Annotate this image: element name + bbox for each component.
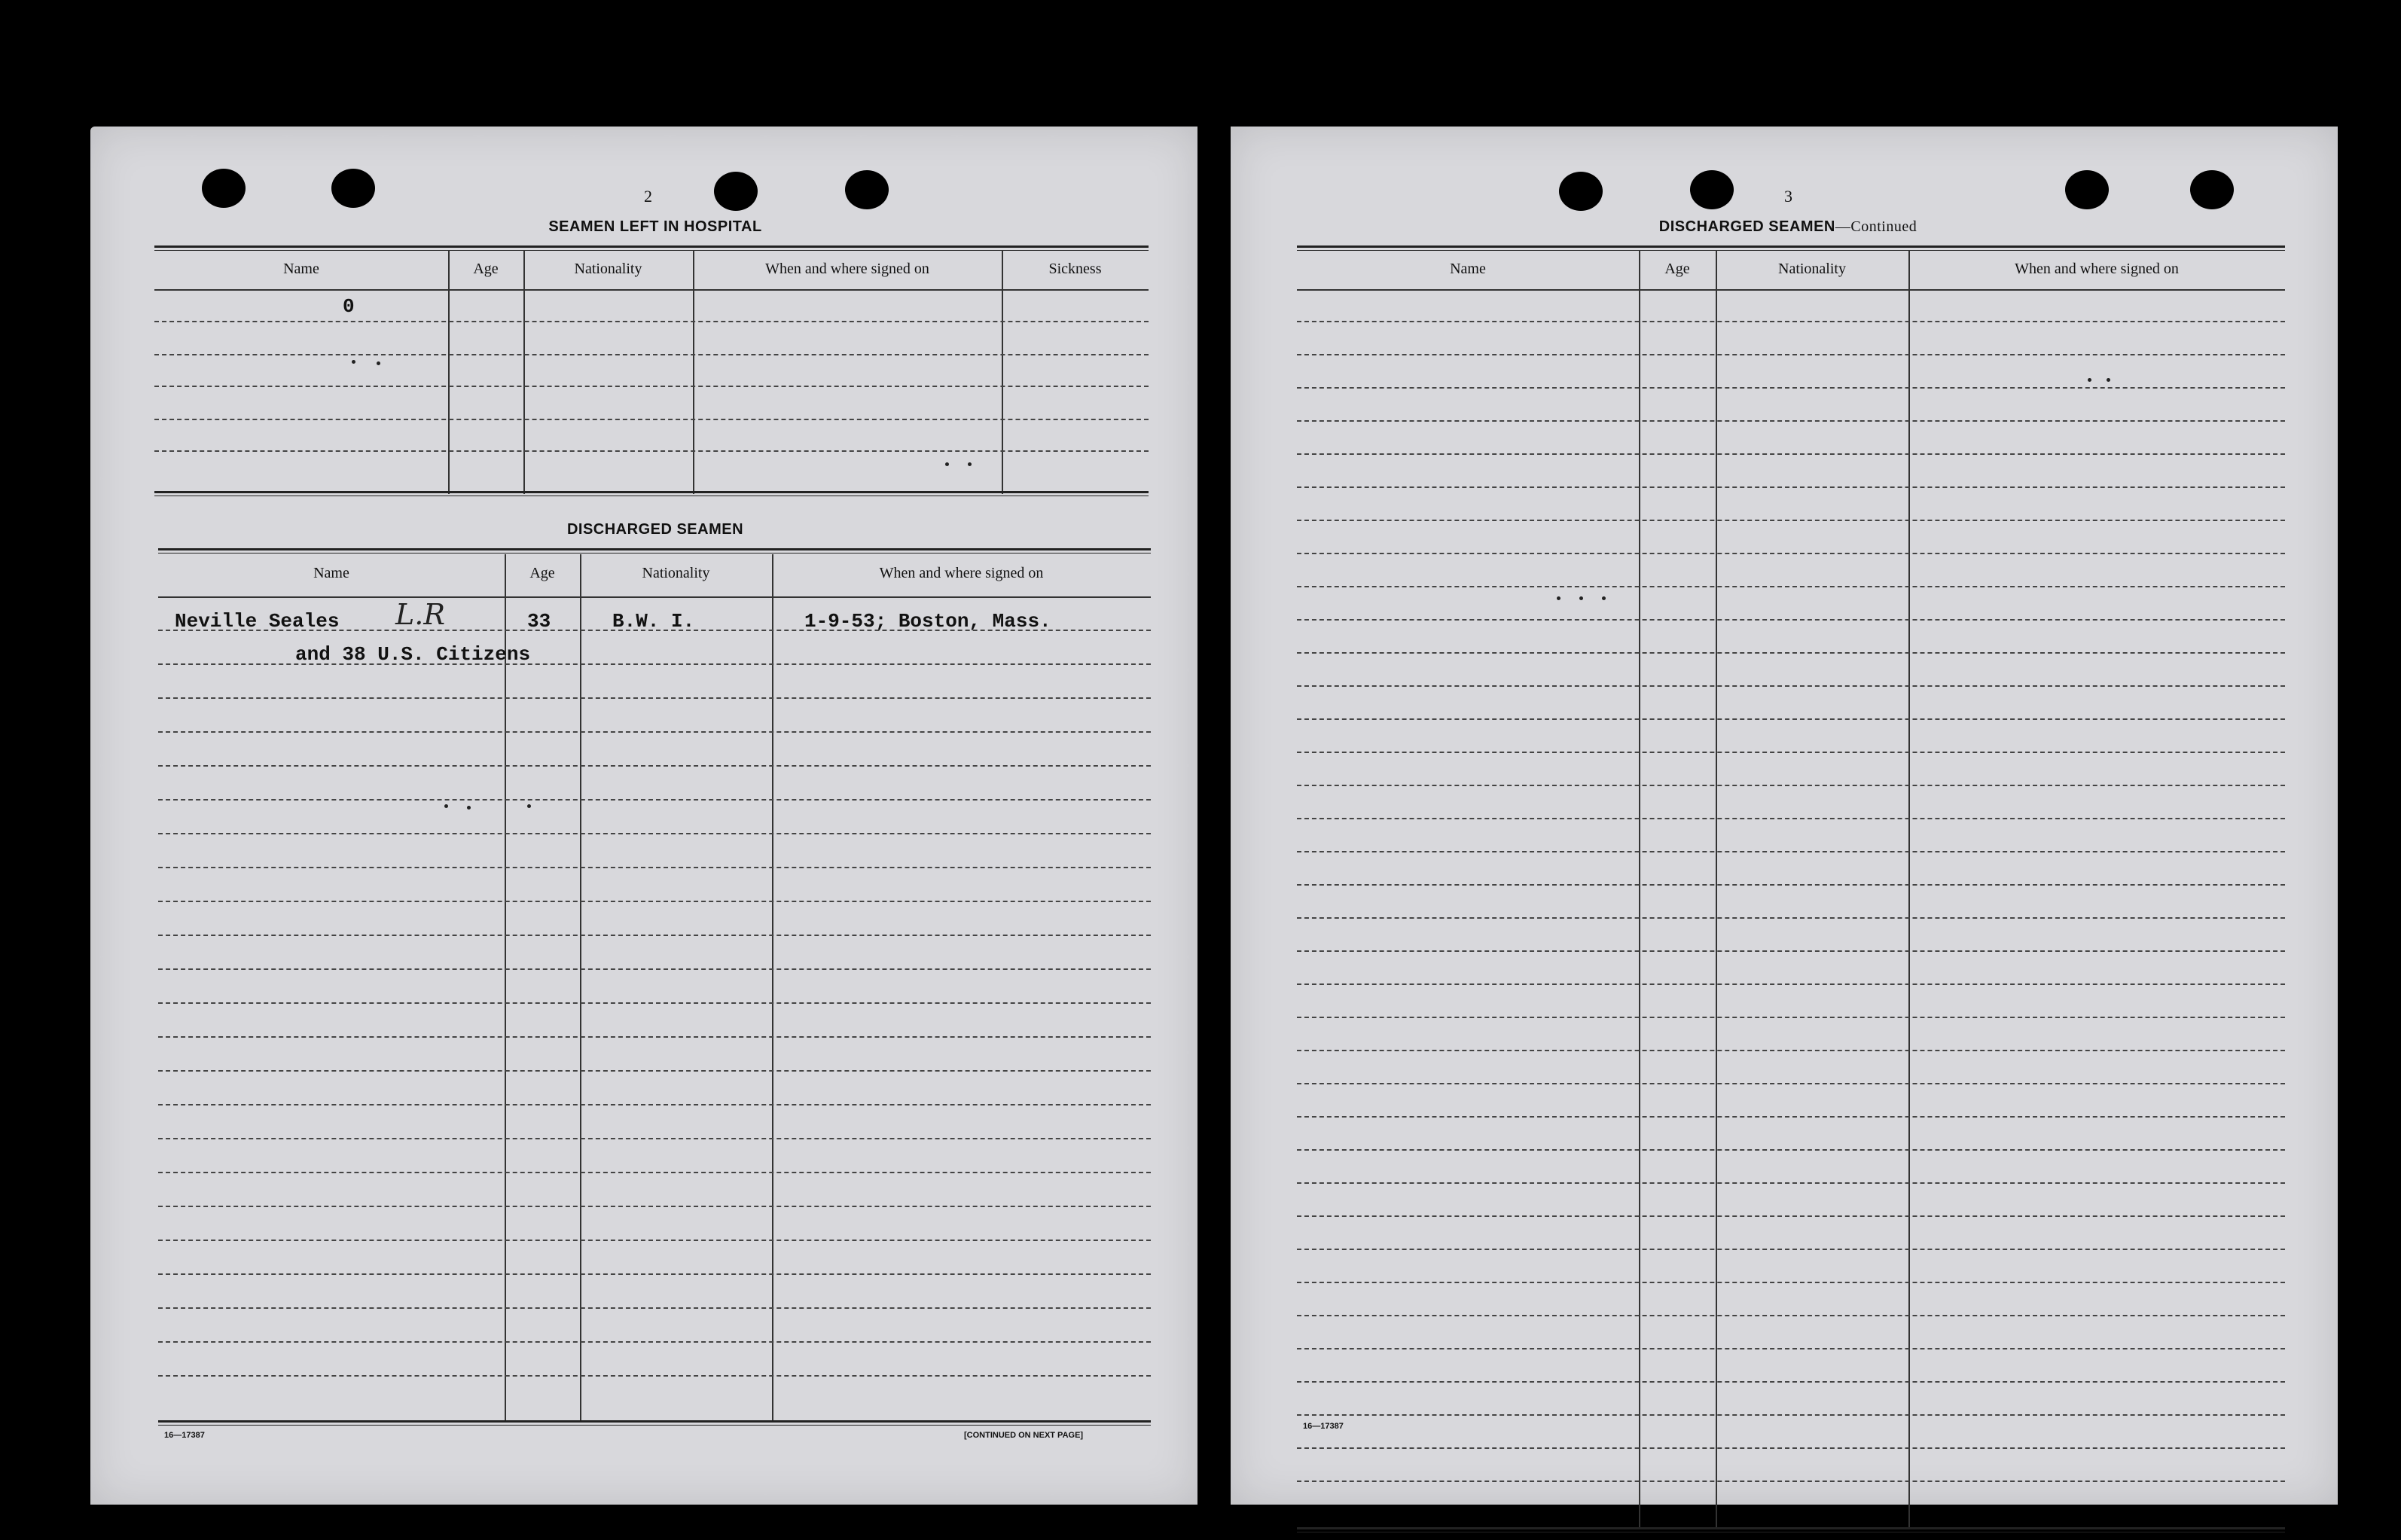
ruled-line	[158, 663, 1151, 665]
handwritten-mark: L.R	[395, 598, 445, 631]
ruled-line	[1297, 917, 2285, 919]
page-number: 2	[644, 187, 652, 206]
col-header-nationality: Nationality	[642, 565, 710, 581]
continued-note: [CONTINUED ON NEXT PAGE]	[964, 1431, 1084, 1440]
punch-hole	[331, 169, 375, 208]
discharged-section-title: DISCHARGED SEAMEN	[566, 521, 744, 538]
ruled-line	[1297, 1381, 2285, 1383]
ruled-line	[158, 1273, 1151, 1275]
citizens-note: and 38 U.S. Citizens	[295, 643, 531, 666]
ruled-line	[1297, 453, 2285, 455]
ruled-line	[158, 1206, 1151, 1207]
col-header-age: Age	[473, 261, 499, 277]
ruled-line	[158, 1375, 1151, 1377]
ruled-line	[158, 833, 1151, 834]
punch-hole	[1690, 170, 1734, 209]
col-header-age: Age	[1664, 261, 1690, 277]
ruled-line	[158, 1341, 1151, 1343]
seaman-signed-on: 1-9-53; Boston, Mass.	[804, 610, 1051, 633]
seaman-nationality: B.W. I.	[612, 610, 695, 633]
ruled-line	[1297, 1348, 2285, 1349]
col-header-sickness: Sickness	[1048, 261, 1102, 277]
ruled-line	[1297, 354, 2285, 355]
ruled-line	[1297, 1182, 2285, 1184]
hospital-name-entry: 0	[343, 295, 355, 318]
ruled-line	[158, 630, 1151, 631]
discharged-continued-title: DISCHARGED SEAMEN—Continued	[1658, 218, 1917, 235]
hospital-section-title: SEAMEN LEFT IN HOSPITAL	[548, 218, 762, 235]
ruled-line	[1297, 884, 2285, 886]
col-header-signed-on: When and where signed on	[879, 565, 1044, 581]
ruled-line	[158, 1307, 1151, 1309]
ruled-line	[158, 1036, 1151, 1038]
ruled-line	[1297, 851, 2285, 852]
ruled-line	[1297, 785, 2285, 786]
ruled-line	[1297, 321, 2285, 322]
seaman-name: Neville Seales	[175, 610, 340, 633]
ruled-line	[158, 765, 1151, 767]
page-number: 3	[1784, 187, 1792, 206]
ruled-line	[1297, 950, 2285, 952]
ruled-line	[158, 1138, 1151, 1139]
ruled-line	[158, 1002, 1151, 1004]
col-header-age: Age	[529, 565, 555, 581]
ruled-line	[1297, 718, 2285, 720]
ruled-line	[1297, 652, 2285, 654]
ruled-line	[158, 799, 1151, 800]
ruled-line	[1297, 752, 2285, 753]
col-header-signed-on: When and where signed on	[2015, 261, 2179, 277]
ruled-line	[1297, 1414, 2285, 1416]
ruled-line	[158, 935, 1151, 936]
col-header-name: Name	[313, 565, 349, 581]
punch-hole	[202, 169, 246, 208]
ruled-line	[1297, 520, 2285, 521]
ruled-line	[1297, 983, 2285, 985]
ruled-line	[1297, 1116, 2285, 1118]
ruled-line	[158, 1172, 1151, 1173]
ruled-line	[158, 1070, 1151, 1072]
col-header-nationality: Nationality	[574, 261, 642, 277]
ruled-line	[1297, 619, 2285, 621]
punch-hole	[1559, 172, 1603, 211]
col-header-name: Name	[1450, 261, 1486, 277]
seaman-age: 33	[527, 610, 551, 633]
ruled-line	[1297, 685, 2285, 687]
punch-hole	[845, 170, 889, 209]
right-page	[1231, 127, 2338, 1505]
ruled-line	[1297, 1282, 2285, 1283]
left-page	[90, 127, 1197, 1505]
ruled-line	[1297, 1149, 2285, 1151]
form-number: 16—17387	[1303, 1422, 1344, 1431]
discharged-continued-table	[1297, 245, 2285, 1533]
hospital-table	[154, 245, 1149, 499]
discharged-table	[158, 548, 1151, 1426]
ruled-line	[158, 1104, 1151, 1105]
col-header-nationality: Nationality	[1778, 261, 1846, 277]
punch-hole	[714, 172, 758, 211]
ruled-line	[158, 1240, 1151, 1241]
ruled-line	[1297, 586, 2285, 587]
ruled-line	[158, 697, 1151, 699]
col-header-signed-on: When and where signed on	[765, 261, 929, 277]
punch-hole	[2065, 170, 2109, 209]
punch-hole	[2190, 170, 2234, 209]
ruled-line	[1297, 1249, 2285, 1250]
ruled-line	[1297, 1050, 2285, 1051]
ruled-line	[158, 731, 1151, 733]
ruled-line	[1297, 1481, 2285, 1482]
ruled-line	[158, 867, 1151, 868]
ruled-line	[1297, 420, 2285, 422]
form-number: 16—17387	[164, 1431, 205, 1440]
ruled-line	[1297, 1215, 2285, 1217]
ruled-line	[1297, 387, 2285, 389]
ruled-line	[1297, 553, 2285, 554]
ruled-line	[158, 968, 1151, 970]
ruled-line	[1297, 1083, 2285, 1084]
ruled-line	[1297, 1017, 2285, 1018]
ruled-line	[1297, 818, 2285, 819]
ruled-line	[1297, 1447, 2285, 1449]
ruled-line	[1297, 1315, 2285, 1316]
ruled-line	[158, 901, 1151, 902]
ruled-line	[1297, 486, 2285, 488]
col-header-name: Name	[283, 261, 319, 277]
